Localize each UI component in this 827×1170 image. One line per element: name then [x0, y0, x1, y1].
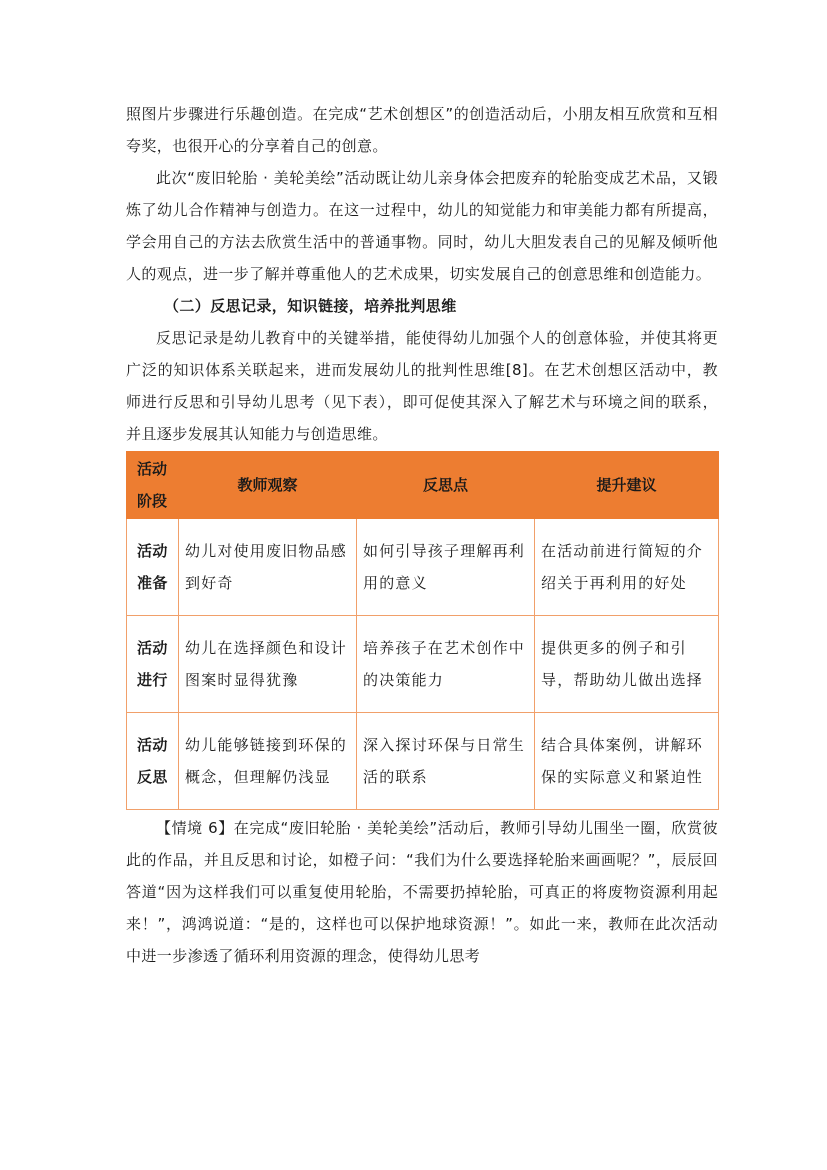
paragraph-summary: 此次“废旧轮胎 · 美轮美绘”活动既让幼儿亲身体会把废弃的轮胎变成艺术品，又锻炼了幼儿合作精神与创造力。在这一过程中，幼儿的知觉能力和审美能力都有所提高，学会用自己的方法去欣赏生活中的普通事物。同时，幼儿大胆发表自己的见解及倾听他人的观点，进一步了解并尊重他人的艺术成果，切实发展自己的创意思维和创造能力。	[126, 169, 718, 283]
document-page	[126, 98, 718, 972]
cell-reflection: 如何引导孩子理解再利用的意义	[357, 519, 535, 616]
table-row	[127, 616, 719, 713]
table-row	[127, 519, 719, 616]
cell-stage: 活动进行	[127, 616, 179, 713]
paragraph-intro: 反思记录是幼儿教育中的关键举措，能使得幼儿加强个人的创意体验，并使其将更广泛的知识体系关联起来，进而发展幼儿的批判性思维[8]。在艺术创想区活动中，教师进行反思和引导幼儿思考（见下表），即可促使其深入了解艺术与环境之间的联系，并且逐步发展其认知能力与创造思维。	[126, 329, 718, 443]
section-heading: （二）反思记录，知识链接，培养批判思维	[164, 297, 457, 315]
cell-reflection: 培养孩子在艺术创作中的决策能力	[357, 616, 535, 713]
header-suggestion: 提升建议	[535, 452, 719, 519]
cell-suggestion: 在活动前进行简短的介绍关于再利用的好处	[535, 519, 719, 616]
table-row	[127, 713, 719, 810]
header-stage: 活动阶段	[127, 452, 179, 519]
cell-observation: 幼儿在选择颜色和设计图案时显得犹豫	[179, 616, 357, 713]
cell-reflection: 深入探讨环保与日常生活的联系	[357, 713, 535, 810]
cell-suggestion: 提供更多的例子和引导，帮助幼儿做出选择	[535, 616, 719, 713]
cell-observation: 幼儿能够链接到环保的概念，但理解仍浅显	[179, 713, 357, 810]
cell-stage: 活动准备	[127, 519, 179, 616]
header-observation: 教师观察	[179, 452, 357, 519]
paragraph-continued: 照图片步骤进行乐趣创造。在完成“艺术创想区”的创造活动后，小朋友相互欣赏和互相夸奖，也很开心的分享着自己的创意。	[126, 105, 718, 155]
paragraph-scenario: 【情境 6】在完成“废旧轮胎 · 美轮美绘”活动后，教师引导幼儿围坐一圈，欣赏彼此的作品，并且反思和讨论，如橙子问：“我们为什么要选择轮胎来画画呢？”，辰辰回答道“因为这样我们可以重复使用轮胎，不需要扔掉轮胎，可真正的将废物资源利用起来！”，鸿鸿说道：“是的，这样也可以保护地球资源！”。如此一来，教师在此次活动中进一步渗透了循环利用资源的理念，使得幼儿思考	[126, 819, 718, 965]
cell-observation: 幼儿对使用废旧物品感到好奇	[179, 519, 357, 616]
cell-stage: 活动反思	[127, 713, 179, 810]
cell-suggestion: 结合具体案例，讲解环保的实际意义和紧迫性	[535, 713, 719, 810]
header-reflection: 反思点	[357, 452, 535, 519]
reflection-table	[126, 451, 719, 810]
table-header-row	[127, 452, 719, 519]
